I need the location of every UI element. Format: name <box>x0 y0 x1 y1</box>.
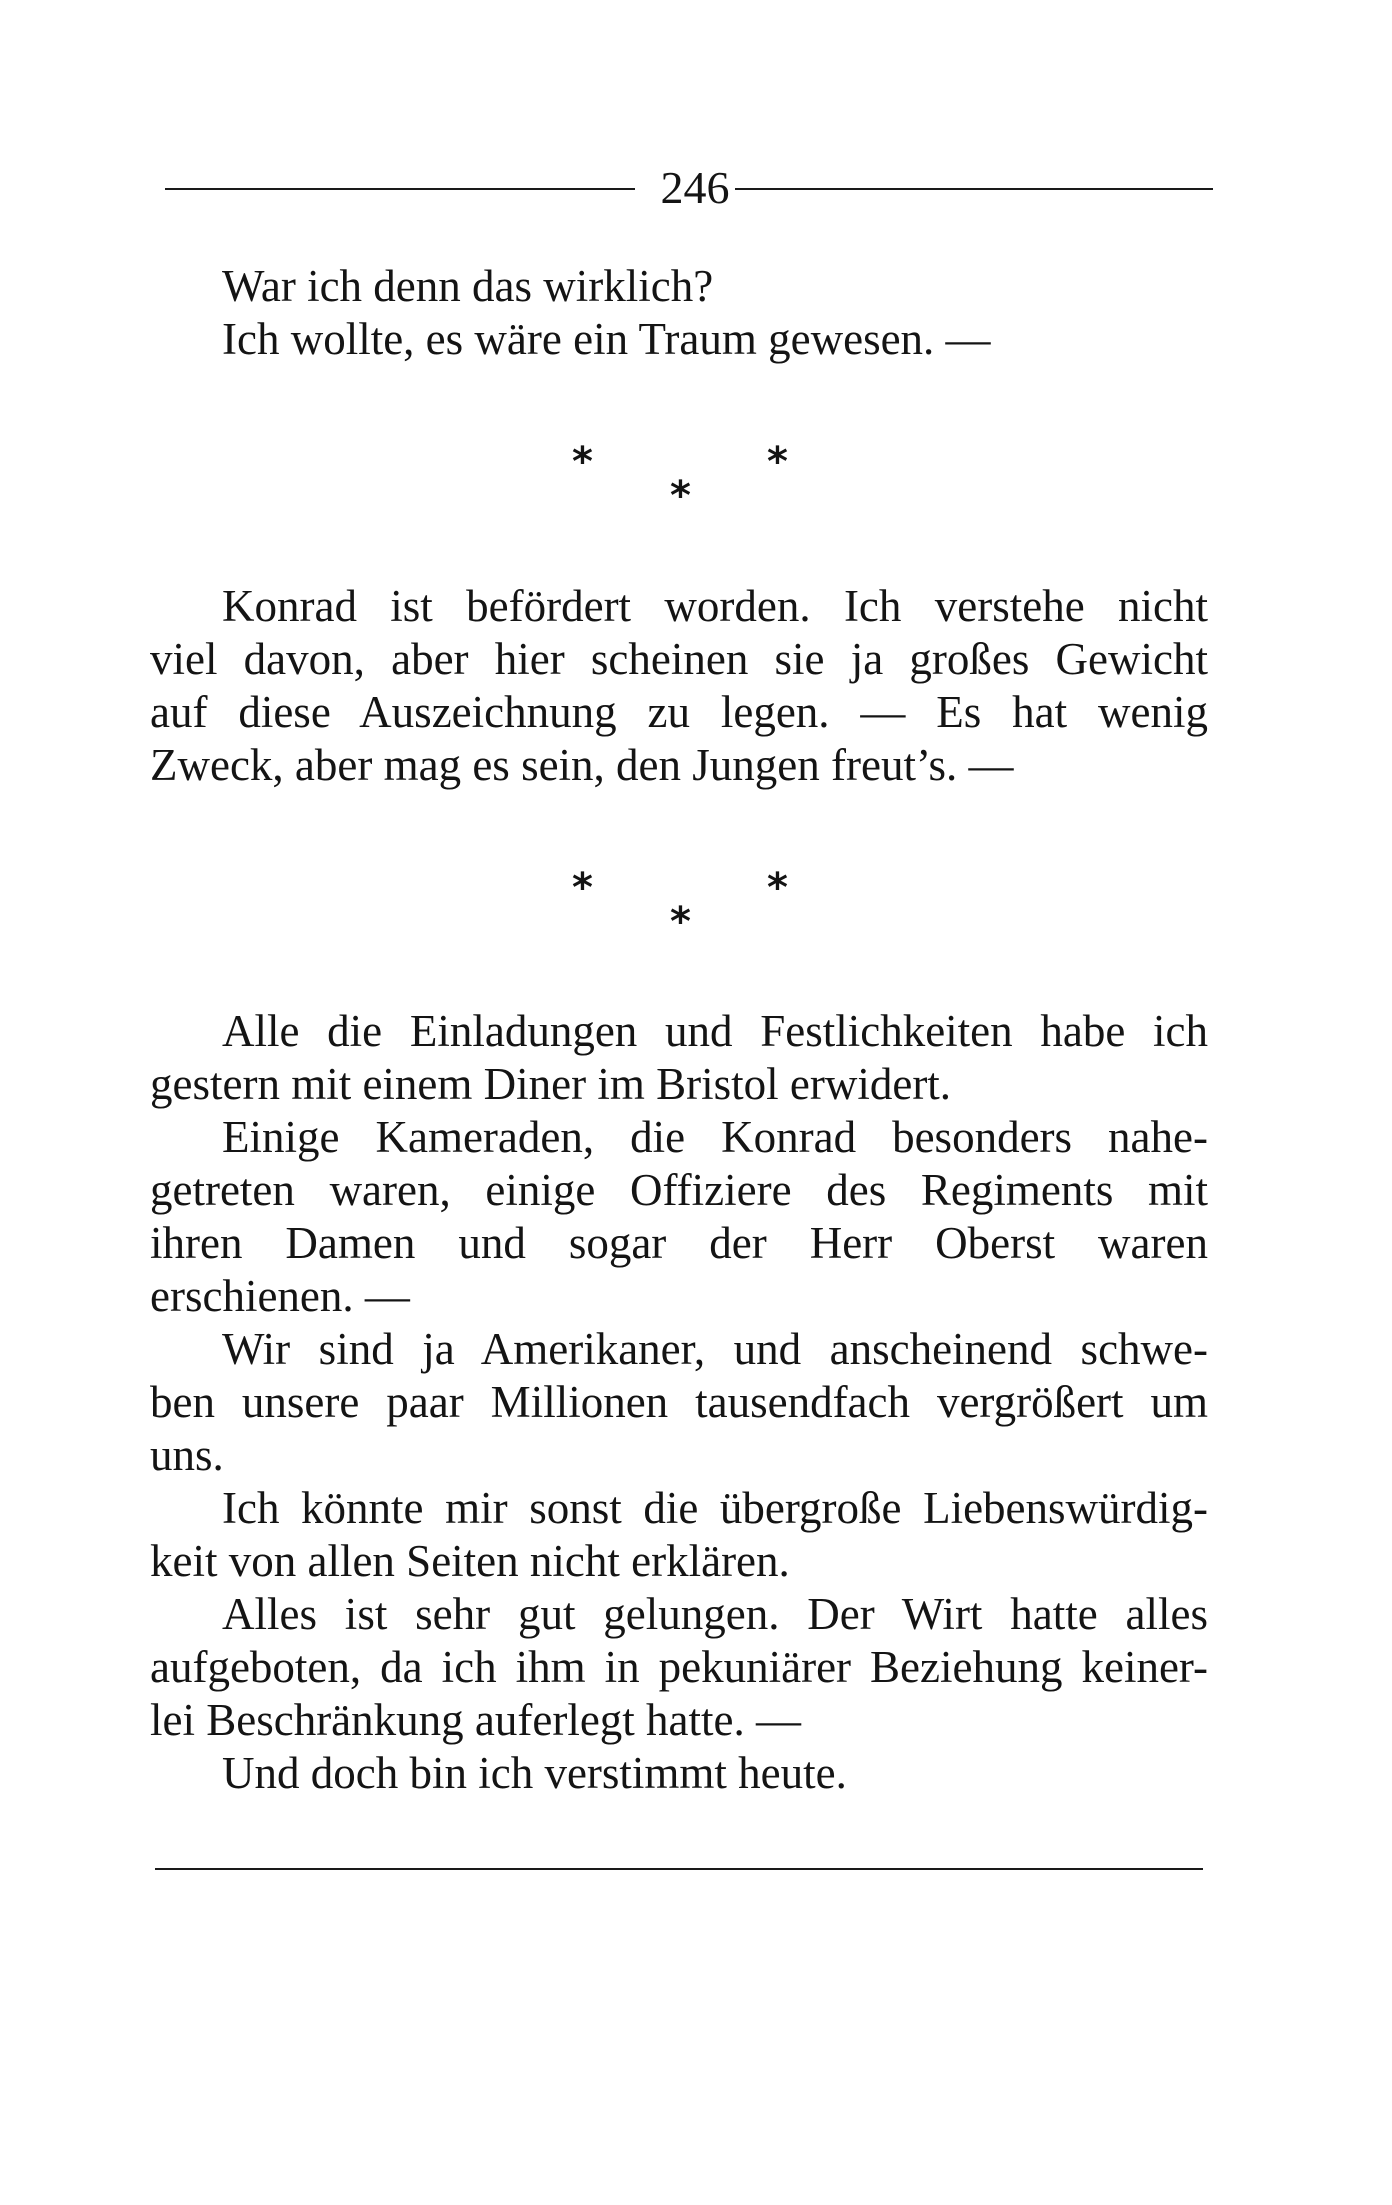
text-line: Alles ist sehr gut gelungen. Der Wirt hatte alles <box>222 1589 1208 1639</box>
text-line: lei Beschränkung auferlegt hatte. — <box>150 1695 802 1745</box>
asterisk-glyph: * <box>767 865 788 911</box>
asterisk-glyph: * <box>670 473 691 519</box>
text-line: ben unsere paar Millionen tausendfach vergrößert um <box>150 1377 1208 1427</box>
text-line: Und doch bin ich verstimmt heute. <box>222 1748 847 1798</box>
text-line: getreten waren, einige Offiziere des Regiments mit <box>150 1165 1208 1215</box>
header-rule-left <box>165 188 635 190</box>
asterisk-glyph: * <box>767 439 788 485</box>
text-line: Konrad ist befördert worden. Ich verstehe nicht <box>222 581 1208 631</box>
text-line: ihren Damen und sogar der Herr Oberst waren <box>150 1218 1208 1268</box>
text-line: War ich denn das wirklich? <box>222 261 714 311</box>
text-line: Einige Kameraden, die Konrad besonders nahe- <box>222 1112 1208 1162</box>
page-number: 246 <box>660 162 730 213</box>
footer-rule <box>155 1868 1203 1870</box>
text-line: Alle die Einladungen und Festlichkeiten habe ich <box>222 1006 1208 1056</box>
header-rule-right <box>735 188 1213 190</box>
text-line: gestern mit einem Diner im Bristol erwidert. <box>150 1059 952 1109</box>
asterisk-glyph: * <box>572 865 593 911</box>
asterisk-glyph: * <box>572 439 593 485</box>
asterisk-glyph: * <box>670 899 691 945</box>
text-line: erschienen. — <box>150 1271 410 1321</box>
text-line: viel davon, aber hier scheinen sie ja großes Gewicht <box>150 634 1208 684</box>
text-line: Wir sind ja Amerikaner, und anscheinend schwe- <box>222 1324 1208 1374</box>
text-line: keit von allen Seiten nicht erklären. <box>150 1536 790 1586</box>
text-line: uns. <box>150 1430 224 1480</box>
text-line: Zweck, aber mag es sein, den Jungen freut’s. — <box>150 740 1014 790</box>
text-line: Ich wollte, es wäre ein Traum gewesen. — <box>222 314 991 364</box>
text-line: Ich könnte mir sonst die übergroße Liebenswürdig- <box>222 1483 1208 1533</box>
text-line: auf diese Auszeichnung zu legen. — Es hat wenig <box>150 687 1208 737</box>
text-line: aufgeboten, da ich ihm in pekuniärer Beziehung keiner- <box>150 1642 1208 1692</box>
